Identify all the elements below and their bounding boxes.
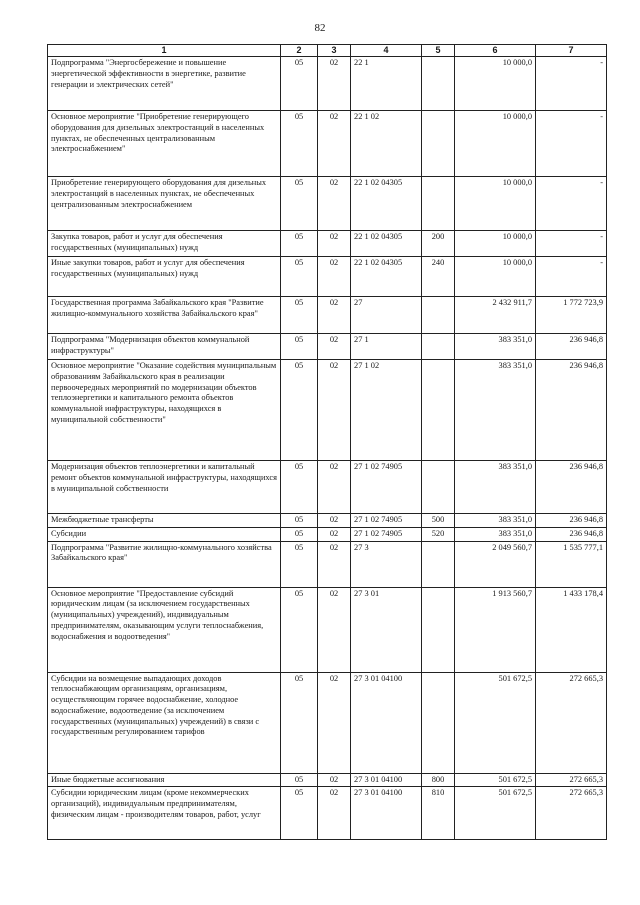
row-gr-cell: 05: [281, 527, 318, 541]
row-expense-type-cell: [422, 541, 455, 587]
column-header: 1: [48, 45, 281, 57]
row-amount-col6-cell: 10 000,0: [455, 57, 536, 111]
row-name-cell: Иные бюджетные ассигнования: [48, 773, 281, 787]
row-amount-col6-cell: 383 351,0: [455, 334, 536, 360]
row-target-article-cell: 22 1 02 04305: [351, 231, 422, 257]
row-section-cell: 02: [318, 773, 351, 787]
table-row: [48, 514, 607, 528]
row-amount-col7-cell: -: [536, 257, 607, 297]
row-name-cell: Приобретение генерирующего оборудования для дизельных электростанций в населенных пунктах, не обеспеченных централизованным электроснабжением: [48, 177, 281, 231]
row-expense-type-cell: [422, 297, 455, 334]
row-name-cell: Основное мероприятие "Приобретение генерирующего оборудования для дизельных электростанций в населенных пунктах, не обеспеченных централизованным электроснабжением": [48, 111, 281, 177]
row-expense-type-cell: [422, 672, 455, 773]
row-name-cell: Межбюджетные трансферты: [48, 514, 281, 528]
row-section-cell: 02: [318, 787, 351, 840]
row-expense-type-cell: 800: [422, 773, 455, 787]
row-amount-col7-cell: -: [536, 111, 607, 177]
row-gr-cell: 05: [281, 514, 318, 528]
row-amount-col6-cell: 383 351,0: [455, 514, 536, 528]
row-section-cell: 02: [318, 111, 351, 177]
table-row: [48, 527, 607, 541]
row-amount-col7-cell: 1 772 723,9: [536, 297, 607, 334]
row-gr-cell: 05: [281, 111, 318, 177]
row-gr-cell: 05: [281, 334, 318, 360]
row-amount-col7-cell: 1 433 178,4: [536, 587, 607, 672]
row-amount-col7-cell: -: [536, 57, 607, 111]
row-target-article-cell: 27 1 02 74905: [351, 514, 422, 528]
row-name-cell: Подпрограмма "Развитие жилищно-коммунального хозяйства Забайкальского края": [48, 541, 281, 587]
row-amount-col6-cell: 2 049 560,7: [455, 541, 536, 587]
row-amount-col6-cell: 383 351,0: [455, 360, 536, 461]
row-amount-col7-cell: -: [536, 231, 607, 257]
row-gr-cell: 05: [281, 257, 318, 297]
row-target-article-cell: 27 3 01 04100: [351, 773, 422, 787]
table-row: [48, 111, 607, 177]
row-target-article-cell: 27 3 01: [351, 587, 422, 672]
row-amount-col6-cell: 383 351,0: [455, 527, 536, 541]
row-expense-type-cell: [422, 461, 455, 514]
row-target-article-cell: 22 1 02 04305: [351, 257, 422, 297]
row-section-cell: 02: [318, 231, 351, 257]
budget-table: [47, 44, 607, 840]
row-name-cell: Основное мероприятие "Предоставление субсидий юридическим лицам (за исключением государственных (муниципальных) учреждений), индивидуальным предпринимателям, оказывающим услуги теплоснабжения, водоснабжения и водоотведения": [48, 587, 281, 672]
table-row: [48, 541, 607, 587]
row-expense-type-cell: [422, 177, 455, 231]
row-amount-col7-cell: 236 946,8: [536, 334, 607, 360]
row-name-cell: Государственная программа Забайкальского края "Развитие жилищно-коммунального хозяйства Забайкальского края": [48, 297, 281, 334]
row-expense-type-cell: [422, 57, 455, 111]
row-target-article-cell: 22 1: [351, 57, 422, 111]
table-body: [48, 57, 607, 840]
row-section-cell: 02: [318, 57, 351, 111]
row-section-cell: 02: [318, 177, 351, 231]
row-target-article-cell: 27: [351, 297, 422, 334]
row-amount-col6-cell: 2 432 911,7: [455, 297, 536, 334]
table-row: [48, 57, 607, 111]
row-gr-cell: 05: [281, 461, 318, 514]
row-amount-col6-cell: 1 913 560,7: [455, 587, 536, 672]
row-gr-cell: 05: [281, 587, 318, 672]
table-row: [48, 257, 607, 297]
table-row: [48, 773, 607, 787]
row-name-cell: Основное мероприятие "Оказание содействия муниципальным образованиям Забайкальского края в реализации первоочередных мероприятий по модернизации объектов теплоэнергетики и капитального ремонта объектов коммунальной инфраструктуры, находящихся в муниципальной собственности": [48, 360, 281, 461]
row-target-article-cell: 22 1 02: [351, 111, 422, 177]
row-gr-cell: 05: [281, 787, 318, 840]
row-amount-col7-cell: 236 946,8: [536, 514, 607, 528]
row-section-cell: 02: [318, 461, 351, 514]
row-expense-type-cell: 240: [422, 257, 455, 297]
row-section-cell: 02: [318, 527, 351, 541]
row-name-cell: Субсидии: [48, 527, 281, 541]
row-target-article-cell: 27 1 02 74905: [351, 461, 422, 514]
table-row: [48, 587, 607, 672]
row-expense-type-cell: 500: [422, 514, 455, 528]
row-amount-col7-cell: 236 946,8: [536, 360, 607, 461]
row-section-cell: 02: [318, 257, 351, 297]
row-gr-cell: 05: [281, 57, 318, 111]
row-gr-cell: 05: [281, 360, 318, 461]
row-amount-col6-cell: 10 000,0: [455, 257, 536, 297]
row-target-article-cell: 27 1 02 74905: [351, 527, 422, 541]
row-gr-cell: 05: [281, 177, 318, 231]
column-header: 4: [351, 45, 422, 57]
row-expense-type-cell: [422, 587, 455, 672]
row-target-article-cell: 27 3 01 04100: [351, 672, 422, 773]
row-amount-col6-cell: 501 672,5: [455, 672, 536, 773]
table-row: [48, 461, 607, 514]
row-gr-cell: 05: [281, 231, 318, 257]
column-header: 3: [318, 45, 351, 57]
row-gr-cell: 05: [281, 541, 318, 587]
table-header-row: [48, 45, 607, 57]
row-section-cell: 02: [318, 672, 351, 773]
row-amount-col7-cell: 272 665,3: [536, 787, 607, 840]
page-number: 82: [314, 22, 326, 34]
row-gr-cell: 05: [281, 297, 318, 334]
row-name-cell: Субсидии юридическим лицам (кроме некоммерческих организаций), индивидуальным предпринимателям, физическим лицам - производителям товаров, работ, услуг: [48, 787, 281, 840]
row-amount-col6-cell: 501 672,5: [455, 787, 536, 840]
row-amount-col7-cell: 236 946,8: [536, 461, 607, 514]
column-header: 6: [455, 45, 536, 57]
row-section-cell: 02: [318, 360, 351, 461]
row-amount-col6-cell: 10 000,0: [455, 111, 536, 177]
row-section-cell: 02: [318, 541, 351, 587]
row-section-cell: 02: [318, 587, 351, 672]
row-expense-type-cell: [422, 360, 455, 461]
row-name-cell: Иные закупки товаров, работ и услуг для обеспечения государственных (муниципальных) нужд: [48, 257, 281, 297]
row-expense-type-cell: 200: [422, 231, 455, 257]
row-amount-col6-cell: 501 672,5: [455, 773, 536, 787]
table-row: [48, 360, 607, 461]
row-target-article-cell: 22 1 02 04305: [351, 177, 422, 231]
row-gr-cell: 05: [281, 672, 318, 773]
column-header: 7: [536, 45, 607, 57]
table-row: [48, 787, 607, 840]
row-amount-col7-cell: 1 535 777,1: [536, 541, 607, 587]
row-target-article-cell: 27 3 01 04100: [351, 787, 422, 840]
table-row: [48, 334, 607, 360]
row-expense-type-cell: 520: [422, 527, 455, 541]
row-amount-col7-cell: 236 946,8: [536, 527, 607, 541]
row-section-cell: 02: [318, 297, 351, 334]
row-name-cell: Модернизация объектов теплоэнергетики и капитальный ремонт объектов коммунальной инфраструктуры, находящихся в муниципальной собственности: [48, 461, 281, 514]
table-row: [48, 177, 607, 231]
row-name-cell: Подпрограмма "Энергосбережение и повышение энергетической эффективности в энергетике, развитие генерации и электрических сетей": [48, 57, 281, 111]
row-expense-type-cell: [422, 111, 455, 177]
row-target-article-cell: 27 1: [351, 334, 422, 360]
row-name-cell: Подпрограмма "Модернизация объектов коммунальной инфраструктуры": [48, 334, 281, 360]
row-expense-type-cell: [422, 334, 455, 360]
row-amount-col6-cell: 10 000,0: [455, 231, 536, 257]
row-amount-col7-cell: 272 665,3: [536, 672, 607, 773]
row-section-cell: 02: [318, 334, 351, 360]
row-amount-col6-cell: 383 351,0: [455, 461, 536, 514]
table-row: [48, 231, 607, 257]
row-name-cell: Закупка товаров, работ и услуг для обеспечения государственных (муниципальных) нужд: [48, 231, 281, 257]
column-header: 2: [281, 45, 318, 57]
row-target-article-cell: 27 1 02: [351, 360, 422, 461]
row-amount-col6-cell: 10 000,0: [455, 177, 536, 231]
row-amount-col7-cell: 272 665,3: [536, 773, 607, 787]
row-section-cell: 02: [318, 514, 351, 528]
row-expense-type-cell: 810: [422, 787, 455, 840]
table-row: [48, 297, 607, 334]
row-gr-cell: 05: [281, 773, 318, 787]
row-name-cell: Субсидии на возмещение выпадающих доходов теплоснабжающим организациям, организациям, осуществляющим горячее водоснабжение, холодное водоснабжение, водоотведение (за исключением государственных (муниципальных) учреждений) в связи с государственным регулированием тарифов: [48, 672, 281, 773]
column-header: 5: [422, 45, 455, 57]
row-amount-col7-cell: -: [536, 177, 607, 231]
row-target-article-cell: 27 3: [351, 541, 422, 587]
table-row: [48, 672, 607, 773]
